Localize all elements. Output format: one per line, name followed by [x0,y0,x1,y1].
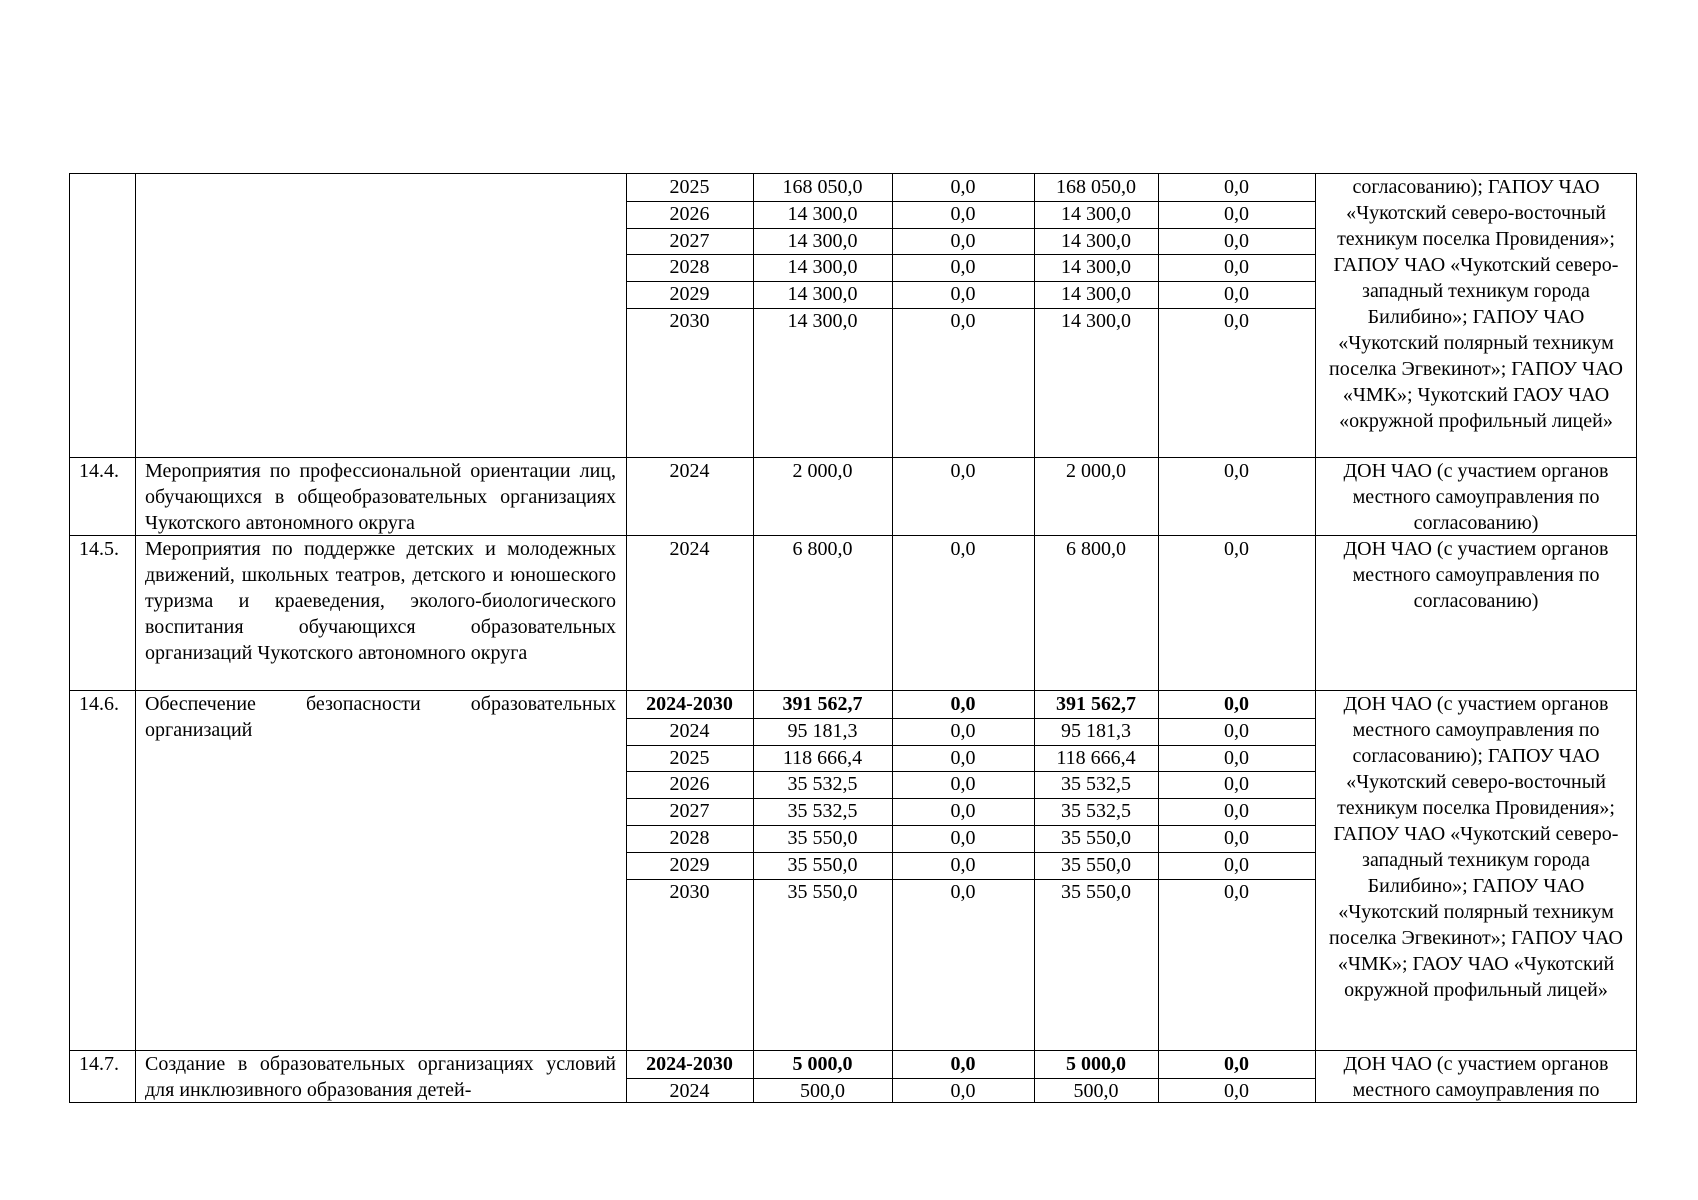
responsible-cell: согласованию); ГАПОУ ЧАО «Чукотский северо-восточный техникум поселка Провидения»; ГАПОУ ЧАО «Чукотский северо-западный техникум города Билибино»; ГАПОУ ЧАО «Чукотский полярный техникум поселка Эгвекинот»; ГАПОУ ЧАО «ЧМК»; Чукотский ГАОУ ЧАО «окружной профильный лицей» [1329,176,1623,432]
value-cell: 35 550,0 [1061,880,1131,903]
value-cell: 168 050,0 [782,176,863,198]
value-cell: 0,0 [950,746,976,769]
value-cell: 0,0 [1224,460,1249,482]
value-cell: 14 300,0 [1061,229,1131,252]
value-cell: 6 800,0 [1066,538,1126,560]
value-cell: 0,0 [1224,827,1249,849]
item-name: Мероприятия по поддержке детских и молодежных движений, школьных театров, детского и юношеского туризма и краеведения, эколого-биологического воспитания обучающихся образовательных организаций Чукотского автономного округа [145,538,616,664]
value-cell: 500,0 [800,1079,845,1102]
value-cell: 0,0 [1224,719,1249,742]
year-cell: 2027 [669,229,710,252]
value-cell: 95 181,3 [1061,719,1131,742]
responsible-cell: ДОН ЧАО (с участием органов местного самоуправления по согласованию) [1343,460,1609,534]
value-cell: 0,0 [1224,176,1249,198]
value-cell: 0,0 [1224,880,1249,903]
value-cell: 0,0 [950,880,976,903]
item-name: Мероприятия по профессиональной ориентации лиц, обучающихся в общеобразовательных организациях Чукотского автономного округа [145,460,616,534]
value-cell: 6 800,0 [792,538,853,560]
year-cell: 2024 [669,460,710,482]
item-number: 14.5. [79,538,119,560]
value-cell: 95 181,3 [787,719,858,742]
value-cell: 0,0 [950,256,976,279]
year-cell: 2025 [669,746,710,769]
total-value-cell: 5 000,0 [792,1053,853,1075]
value-cell: 35 550,0 [787,853,858,876]
year-cell: 2027 [669,800,710,823]
year-cell: 2026 [669,773,710,796]
value-cell: 14 300,0 [787,256,858,279]
item-number: 14.4. [79,460,119,482]
value-cell: 35 532,5 [787,800,858,823]
value-cell: 14 300,0 [1061,283,1131,306]
year-cell: 2028 [669,256,710,279]
value-cell: 14 300,0 [787,202,858,225]
year-cell: 2024 [669,1079,710,1102]
value-cell: 0,0 [1224,746,1249,769]
value-cell: 0,0 [1224,202,1249,225]
total-value-cell: 5 000,0 [1066,1053,1126,1075]
value-cell: 0,0 [1224,310,1249,332]
total-value-cell: 391 562,7 [1056,693,1136,715]
value-cell: 14 300,0 [1061,256,1131,279]
total-value-cell: 0,0 [1224,693,1249,715]
value-cell: 0,0 [950,773,976,796]
value-cell: 0,0 [950,460,976,482]
year-cell: 2024 [669,538,710,560]
value-cell: 0,0 [1224,256,1249,279]
value-cell: 0,0 [1224,800,1249,823]
value-cell: 0,0 [950,1079,976,1102]
value-cell: 0,0 [950,202,976,225]
year-cell: 2026 [669,202,710,225]
year-cell: 2025 [669,176,710,198]
value-cell: 0,0 [950,283,976,306]
value-cell: 0,0 [950,853,976,876]
value-cell: 0,0 [1224,773,1249,796]
value-cell: 35 532,5 [1061,773,1131,796]
value-cell: 35 550,0 [1061,827,1131,849]
year-cell: 2024 [669,719,710,742]
year-cell: 2030 [669,880,710,903]
value-cell: 35 532,5 [787,773,858,796]
value-cell: 14 300,0 [787,229,858,252]
program-table [69,173,1637,1103]
total-value-cell: 0,0 [1224,1053,1249,1075]
column-rule [1636,173,1637,1103]
value-cell: 0,0 [950,827,976,849]
period-total-cell: 2024-2030 [646,693,733,715]
value-cell: 35 550,0 [787,827,858,849]
year-cell: 2030 [669,310,710,332]
column-rule [69,173,70,1103]
value-cell: 14 300,0 [1061,202,1131,225]
item-number: 14.6. [79,693,119,715]
year-cell: 2028 [669,827,710,849]
value-cell: 0,0 [950,310,976,332]
responsible-cell: ДОН ЧАО (с участием органов местного самоуправления по [1343,1053,1609,1101]
value-cell: 0,0 [1224,538,1249,560]
total-value-cell: 0,0 [950,693,976,715]
item-number: 14.7. [79,1053,119,1075]
year-cell: 2029 [669,283,710,306]
value-cell: 2 000,0 [792,460,853,482]
period-total-cell: 2024-2030 [646,1053,733,1075]
responsible-cell: ДОН ЧАО (с участием органов местного самоуправления по согласованию) [1343,538,1609,612]
value-cell: 0,0 [1224,853,1249,876]
value-cell: 0,0 [1224,283,1249,306]
total-value-cell: 391 562,7 [782,693,863,715]
item-name: Создание в образовательных организациях условий для инклюзивного образования детей- [145,1053,616,1101]
column-rule [1315,173,1316,1103]
value-cell: 0,0 [950,719,976,742]
value-cell: 0,0 [950,229,976,252]
value-cell: 35 550,0 [787,880,858,903]
value-cell: 0,0 [950,176,976,198]
value-cell: 0,0 [950,800,976,823]
total-value-cell: 0,0 [950,1053,976,1075]
value-cell: 0,0 [1224,1079,1249,1102]
responsible-cell: ДОН ЧАО (с участием органов местного самоуправления по согласованию); ГАПОУ ЧАО «Чукотский северо-восточный техникум поселка Провидения»; ГАПОУ ЧАО «Чукотский северо-западный техникум города Билибино»; ГАПОУ ЧАО «Чукотский полярный техникум поселка Эгвекинот»; ГАПОУ ЧАО «ЧМК»; ГАОУ ЧАО «Чукотский окружной профильный лицей» [1329,693,1623,1001]
value-cell: 2 000,0 [1066,460,1126,482]
value-cell: 14 300,0 [1061,310,1131,332]
value-cell: 500,0 [1073,1079,1119,1102]
item-name: Обеспечение безопасности образовательных организаций [145,693,616,741]
value-cell: 14 300,0 [787,310,858,332]
year-cell: 2029 [669,853,710,876]
value-cell: 0,0 [950,538,976,560]
value-cell: 35 550,0 [1061,853,1131,876]
value-cell: 168 050,0 [1056,176,1136,198]
value-cell: 118 666,4 [782,746,863,769]
value-cell: 35 532,5 [1061,800,1131,823]
column-rule [135,173,136,1103]
value-cell: 0,0 [1224,229,1249,252]
value-cell: 14 300,0 [787,283,858,306]
value-cell: 118 666,4 [1056,746,1136,769]
